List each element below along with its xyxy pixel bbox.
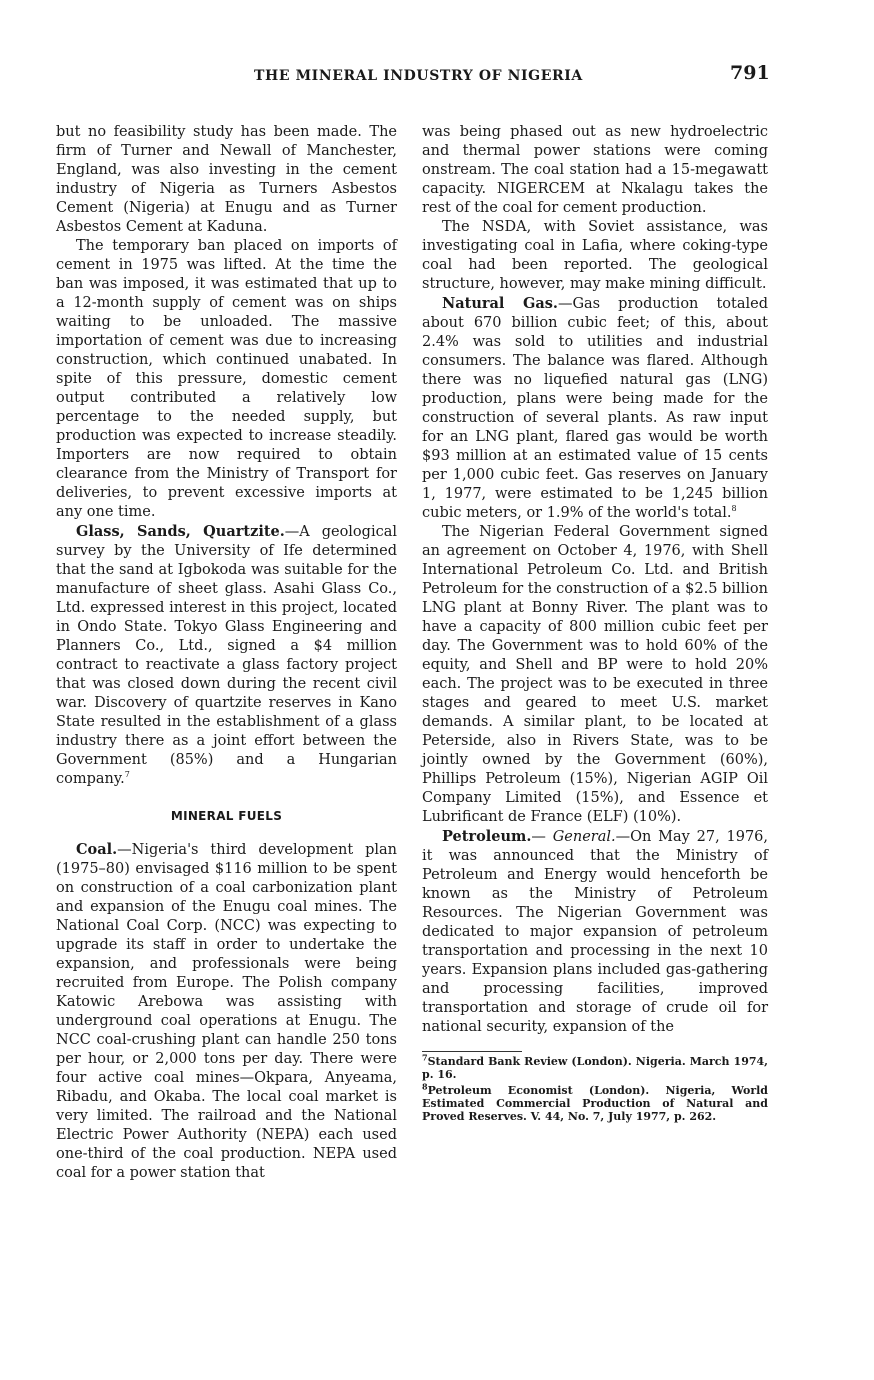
paragraph: The temporary ban placed on imports of cement in 1975 was lifted. At the time the ban was imposed, it was estimated that up to a 12-month supply of cement was on ships waiting to be unloaded. The massive importation of cement was due to increasing construction, which continued unabated. In spite of this pressure, domestic cement output contributed a relatively low percentage to the needed supply, but production was expected to increase steadily. Importers are now required to obtain clearance from the Ministry of Transport for deliveries, to prevent excessive imports at any one time.: [56, 238, 397, 520]
left-column: [56, 123, 397, 1183]
run-in-heading-gas: Natural Gas.: [442, 295, 558, 312]
section-heading: MINERAL FUELS: [170, 809, 283, 823]
footnote-ref: 8: [731, 504, 737, 514]
paragraph-text: —Gas production totaled about 670 billion cubic feet; of this, about 2.4% was sold to utilities and industrial consumers. The balance was flared. Although there was no liquefied natural gas (LNG) production, plans were being made for the construction of several plants. As raw input for an LNG plant, flared gas would be worth $93 million at an estimated value of 15 cents per 1,000 cubic feet. Gas reserves on January 1, 1977, were estimated to be 1,245 billion cubic meters, or 1.9% of the world's total.: [422, 296, 768, 521]
footnote-text: Petroleum Economist (London). Nigeria, World Estimated Commercial Production of Natural and Proved Reserves. V. 44, No. 7, July 1977, p. 262.: [422, 1084, 768, 1123]
paragraph-coal: [56, 840, 397, 1183]
running-title: THE MINERAL INDUSTRY OF NIGERIA: [254, 68, 583, 84]
subheading-general: General.: [552, 829, 616, 845]
footnote-text: Standard Bank Review (London). Nigeria. March 1974, p. 16.: [422, 1055, 768, 1081]
paragraph-petroleum: [422, 827, 768, 1037]
paragraph: but no feasibility study has been made. The firm of Turner and Newall of Manchester, England, was also investing in the cement industry of Nigeria as Turners Asbestos Cement (Nigeria) at Enugu and as Turner Asbestos Cement at Kaduna.: [56, 124, 397, 235]
footnote-number: 7: [422, 1052, 428, 1063]
footnote-rule: [422, 1051, 522, 1052]
footnote: [422, 1052, 768, 1081]
paragraph-glass: [56, 522, 397, 789]
paragraph: The Nigerian Federal Government signed an agreement on October 4, 1976, with Shell International Petroleum Co. Ltd. and British Petroleum for the construction of a $2.5 billion LNG plant at Bonny River. The plant was to have a capacity of 800 million cubic feet per day. The Government was to hold 60% of the equity, and Shell and BP were to hold 20% each. The project was to be executed in three stages and geared to meet U.S. market demands. A similar plant, to be located at Peterside, also in Rivers State, was to be jointly owned by the Government (60%), Phillips Petroleum (15%), Nigerian AGIP Oil Company Limited (15%), and Essence et Lubrificant de France (ELF) (10%).: [422, 524, 768, 825]
running-header: [0, 62, 874, 92]
paragraph-text: —Nigeria's third development plan (1975–80) envisaged $116 million to be spent on construction of a coal carbonization plant and expansion of the Enugu coal mines. The National Coal Corp. (NCC) was expecting to upgrade its staff in order to undertake the expansion, and professionals were being recruited from Europe. The Polish company Katowic Arebowa was assisting with underground coal operations at Enugu. The NCC coal-crushing plant can handle 250 tons per hour, or 2,000 tons per day. There were four active coal mines—Okpara, Anyeama, Ribadu, and Okaba. The local coal market is very limited. The railroad and the National Electric Power Authority (NEPA) each used one-third of the coal production. NEPA used coal for a power station that: [56, 842, 397, 1181]
paragraph: was being phased out as new hydroelectric and thermal power stations were coming onstream. The coal station had a 15-megawatt capacity. NIGERCEM at Nkalagu takes the rest of the coal for cement production.: [422, 124, 768, 216]
footnote: [422, 1081, 768, 1123]
right-column: [422, 123, 768, 1123]
page-number: 791: [730, 62, 770, 84]
dash: —: [531, 829, 553, 845]
run-in-heading-coal: Coal.: [76, 841, 118, 858]
run-in-heading-petroleum: Petroleum.: [442, 828, 532, 845]
paragraph-gas: [422, 294, 768, 523]
paragraph-text: —A geological survey by the University of Ife determined that the sand at Igbokoda was suitable for the manufacture of sheet glass. Asahi Glass Co., Ltd. expressed interest in this project, located in Ondo State. Tokyo Glass Engineering and Planners Co., Ltd., signed a $4 million contract to reactivate a glass factory project that was closed down during the recent civil war. Discovery of quartzite reserves in Kano State resulted in the establishment of a glass industry there as a joint effort between the Government (85%) and a Hungarian company.: [56, 524, 397, 787]
run-in-heading-glass: Glass, Sands, Quartzite.: [76, 523, 285, 540]
footnote-ref: 7: [124, 770, 130, 780]
paragraph: The NSDA, with Soviet assistance, was investigating coal in Lafia, where coking-type coal had been reported. The geological structure, however, may make mining difficult.: [422, 219, 768, 292]
footnote-number: 8: [422, 1081, 428, 1092]
paragraph-text: —On May 27, 1976, it was announced that the Ministry of Petroleum and Energy would henceforth be known as the Ministry of Petroleum Resources. The Nigerian Government was dedicated to major expansion of petroleum transportation and processing in the next 10 years. Expansion plans included gas-gathering and processing facilities, improved transportation and storage of crude oil for national security, expansion of the: [422, 829, 768, 1035]
